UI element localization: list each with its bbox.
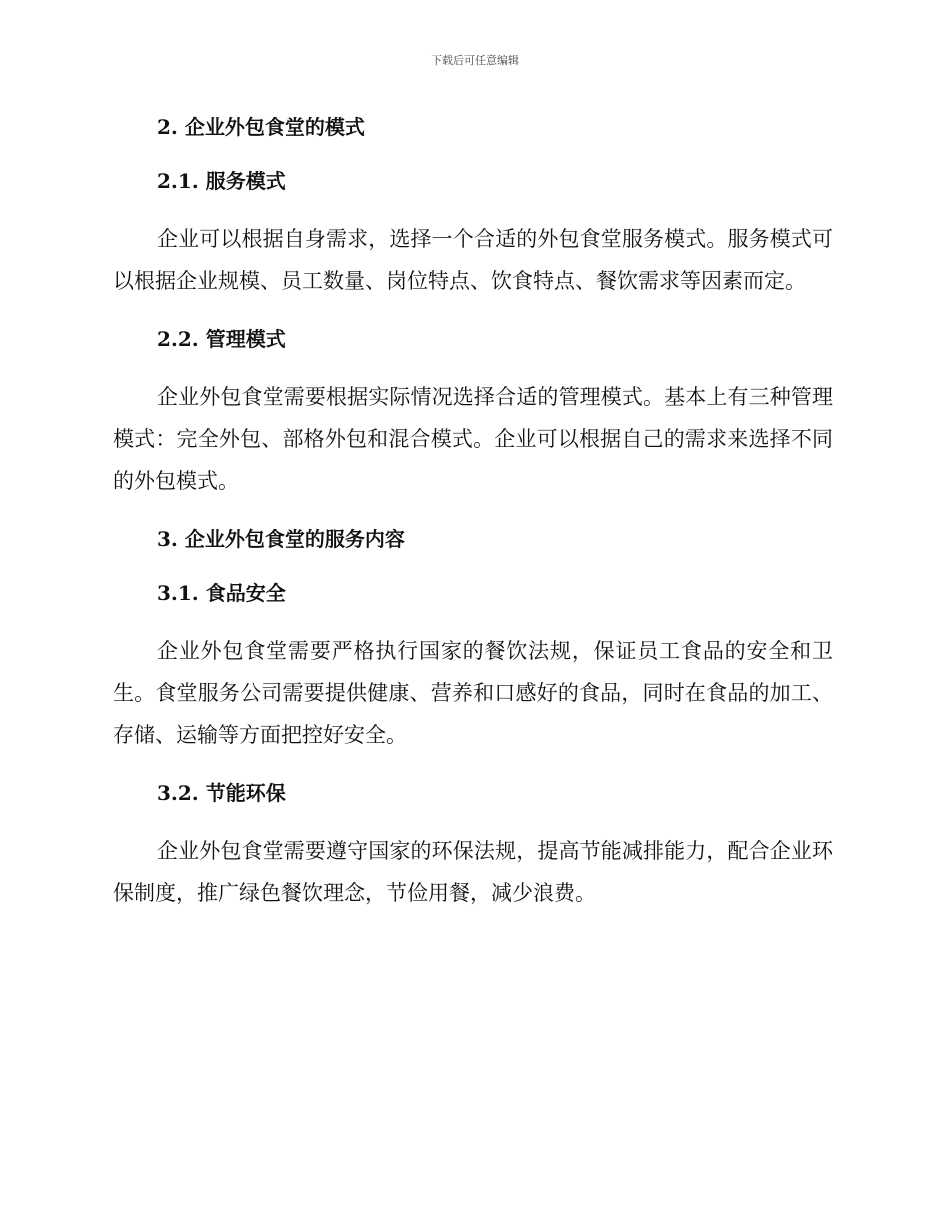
paragraph-food-safety: 企业外包食堂需要严格执行国家的餐饮法规，保证员工食品的安全和卫生。食堂服务公司需要提供健康、营养和口感好的食品，同时在食品的加工、存储、运输等方面把控好安全。 [113,639,833,747]
subsection-heading-2-1: 2.1. 服务模式 [157,169,286,193]
section-heading-2: 2. 企业外包食堂的模式 [157,115,365,139]
subsection-heading-3-2: 3.2. 节能环保 [157,781,286,805]
document-body [113,110,833,934]
page-header: 下载后可任意编辑 [431,54,519,67]
subsection-heading-2-2: 2.2. 管理模式 [157,327,286,351]
subsection-heading-3-1: 3.1. 食品安全 [157,581,286,605]
paragraph-management-mode: 企业外包食堂需要根据实际情况选择合适的管理模式。基本上有三种管理模式：完全外包、部格外包和混合模式。企业可以根据自己的需求来选择不同的外包模式。 [113,385,833,493]
section-heading-3: 3. 企业外包食堂的服务内容 [157,527,405,551]
paragraph-energy-saving: 企业外包食堂需要遵守国家的环保法规，提高节能减排能力，配合企业环保制度，推广绿色餐饮理念，节俭用餐，减少浪费。 [113,839,833,905]
paragraph-service-mode: 企业可以根据自身需求，选择一个合适的外包食堂服务模式。服务模式可以根据企业规模、员工数量、岗位特点、饮食特点、餐饮需求等因素而定。 [113,227,833,293]
